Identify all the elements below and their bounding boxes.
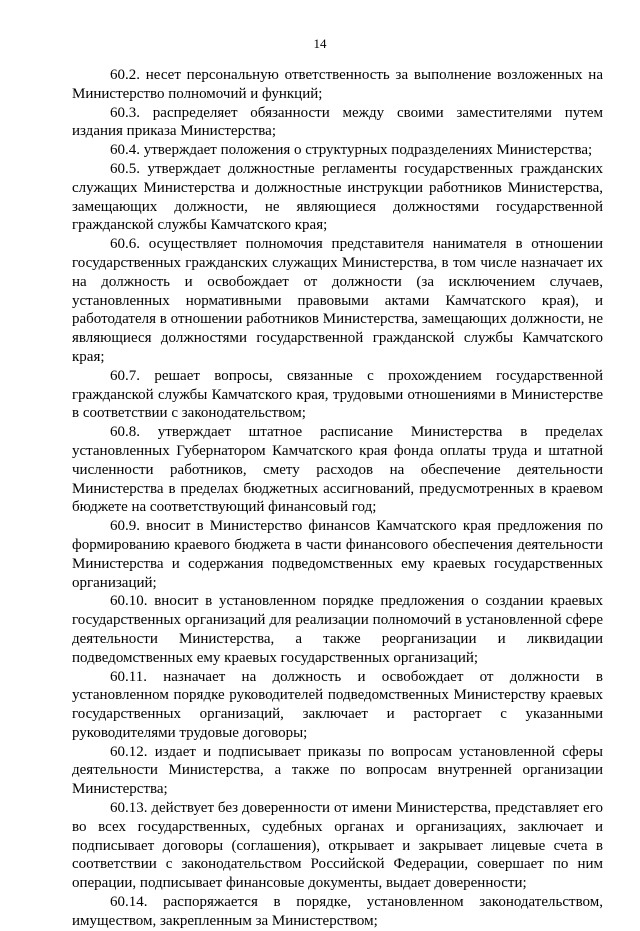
paragraph-60-8: 60.8. утверждает штатное расписание Министерства в пределах установленных Губернатором Камчатского края фонда оплаты труда и штатной численности работников, смету расходов на обеспечение деятельности Министерства в пределах бюджетных ассигнований, предусмотренных в краевом бюджете на соответствующий финансовый год; bbox=[72, 424, 603, 516]
page-number: 14 bbox=[313, 36, 327, 51]
paragraph-60-11: 60.11. назначает на должность и освобождает от должности в установленном порядке руководителей подведомственных Министерству краевых государственных организаций, заключает и расторгает с указанными руководителями трудовые договоры; bbox=[72, 668, 603, 741]
document-body bbox=[72, 66, 603, 931]
paragraph-60-2: 60.2. несет персональную ответственность за выполнение возложенных на Министерство полномочий и функций; bbox=[72, 67, 603, 102]
paragraph-60-12: 60.12. издает и подписывает приказы по вопросам установленной сферы деятельности Министерства, а также по вопросам внутренней организации Министерства; bbox=[72, 743, 603, 798]
paragraph-60-9: 60.9. вносит в Министерство финансов Камчатского края предложения по формированию краевого бюджета в части финансового обеспечения деятельности Министерства и содержания подведомственных ему краевых государственных организаций; bbox=[72, 518, 603, 591]
paragraph-60-5: 60.5. утверждает должностные регламенты государственных гражданских служащих Министерства и должностные инструкции работников Министерства, замещающих должности, не являющиеся должностями государственной гражданской службы Камчатского края; bbox=[72, 160, 603, 234]
paragraph-60-4: 60.4. утверждает положения о структурных подразделениях Министерства; bbox=[110, 142, 593, 159]
paragraph-60-14: 60.14. распоряжается в порядке, установленном законодательством, имуществом, закрепленным за Министерством; bbox=[72, 894, 603, 929]
paragraph-60-7: 60.7. решает вопросы, связанные с прохождением государственной гражданской службы Камчатского края, трудовыми отношениями в Министерстве в соответствии с законодательством; bbox=[72, 367, 603, 422]
paragraph-60-13: 60.13. действует без доверенности от имени Министерства, представляет его во всех государственных, судебных органах и организациях, заключает и подписывает договоры (соглашения), открывает и закрывает лицевые счета в соответствии с законодательством Российской Федерации, совершает по ним операции, подписывает финансовые документы, выдает доверенности; bbox=[72, 800, 603, 892]
paragraph-60-3: 60.3. распределяет обязанности между своими заместителями путем издания приказа Министерства; bbox=[72, 104, 603, 140]
paragraph-60-10: 60.10. вносит в установленном порядке предложения о создании краевых государственных организаций для реализации полномочий в установленной сфере деятельности Министерства, а также реорганизации и ликвидации подведомственных ему краевых государственных организаций; bbox=[72, 593, 603, 666]
paragraph-60-6: 60.6. осуществляет полномочия представителя нанимателя в отношении государственных гражданских служащих Министерства, в том числе назначает их на должность и освобождает от должности (за исключением случаев, установленных нормативными правовыми актами Камчатского края), и работодателя в отношении работников Министерства, замещающих должности, не являющиеся должностями государственной гражданской службы Камчатского края; bbox=[72, 236, 603, 365]
